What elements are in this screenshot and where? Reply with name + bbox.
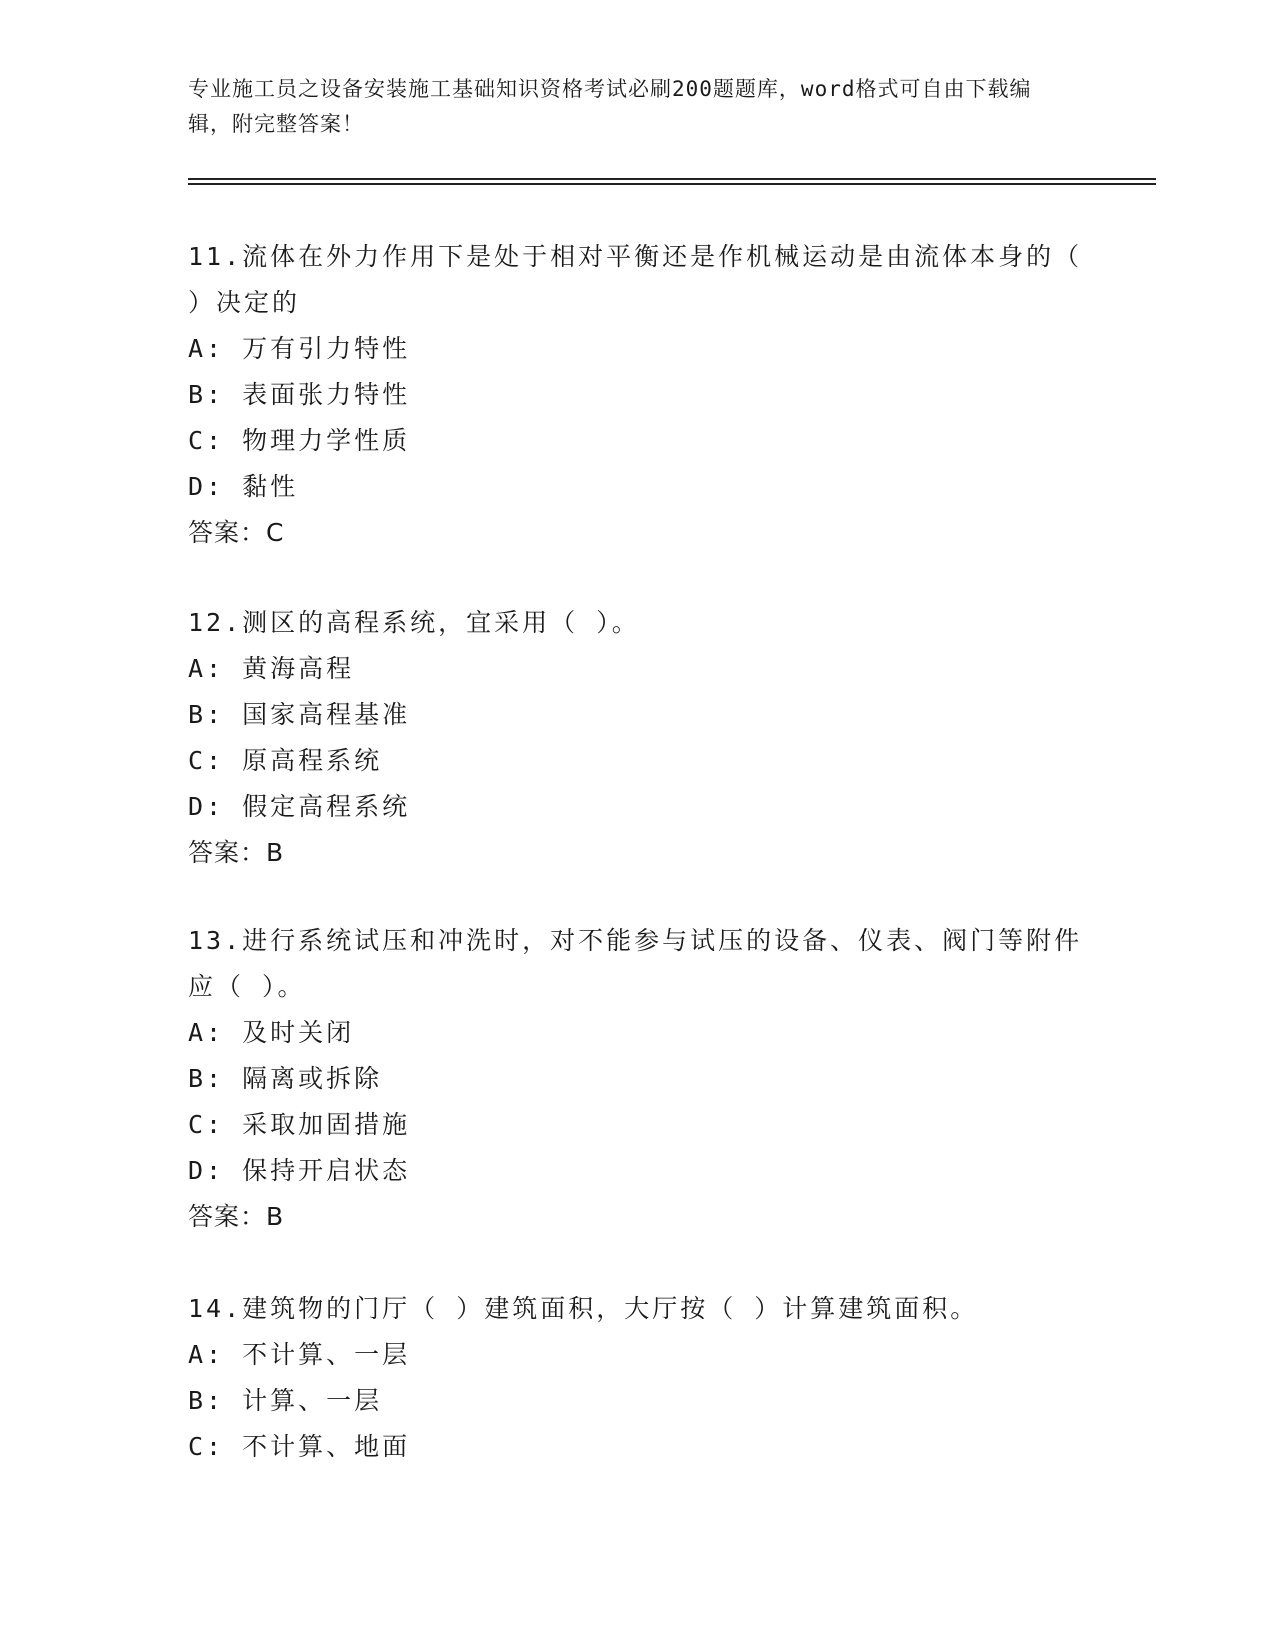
answer: 答案：B: [188, 838, 285, 867]
option-c: C: 物理力学性质: [188, 426, 411, 455]
option-d: D: 黏性: [188, 472, 299, 501]
question-stem: 13.进行系统试压和冲洗时，对不能参与试压的设备、仪表、阀门等附件应（ ）。: [188, 926, 1083, 1001]
question-13: [188, 918, 1088, 1240]
option-a: A: 及时关闭: [188, 1018, 355, 1047]
option-d: D: 保持开启状态: [188, 1156, 411, 1185]
option-b: B: 隔离或拆除: [188, 1064, 383, 1093]
option-b: B: 计算、一层: [188, 1386, 383, 1415]
option-b: B: 表面张力特性: [188, 380, 411, 409]
option-a: A: 万有引力特性: [188, 334, 411, 363]
question-11: [188, 234, 1088, 556]
header-divider-bottom: [188, 183, 1156, 185]
option-d: D: 假定高程系统: [188, 792, 411, 821]
answer: 答案：B: [188, 1202, 285, 1231]
question-12: [188, 600, 1088, 876]
answer: 答案：C: [188, 518, 285, 547]
option-c: C: 采取加固措施: [188, 1110, 411, 1139]
option-c: C: 原高程系统: [188, 746, 383, 775]
option-c: C: 不计算、地面: [188, 1432, 411, 1461]
question-stem: 11.流体在外力作用下是处于相对平衡还是作机械运动是由流体本身的（ ）决定的: [188, 242, 1083, 317]
option-a: A: 黄海高程: [188, 654, 355, 683]
question-stem: 12.测区的高程系统，宜采用（ ）。: [188, 608, 640, 637]
option-a: A: 不计算、一层: [188, 1340, 411, 1369]
document-header: 专业施工员之设备安装施工基础知识资格考试必刷200题题库，word格式可自由下载编辑，附完整答案！: [188, 77, 1032, 136]
question-stem: 14.建筑物的门厅（ ）建筑面积，大厅按（ ）计算建筑面积。: [188, 1294, 979, 1323]
header-divider-top: [188, 178, 1156, 180]
option-b: B: 国家高程基准: [188, 700, 411, 729]
question-14: [188, 1286, 1088, 1470]
